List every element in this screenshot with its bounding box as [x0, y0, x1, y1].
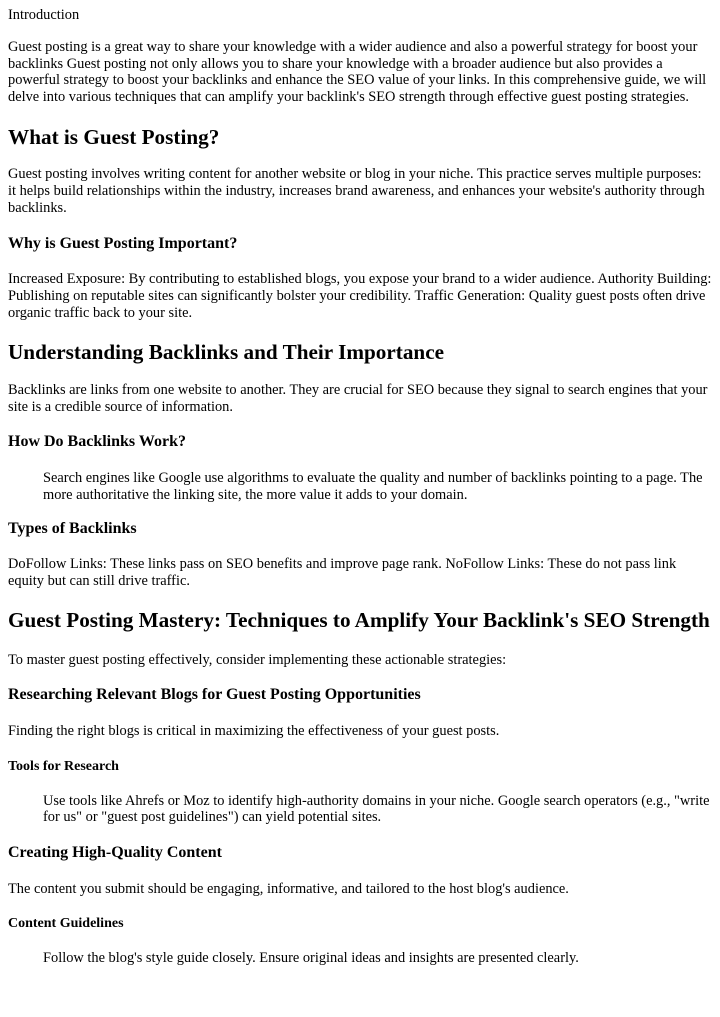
heading-content-guidelines: Content Guidelines — [8, 916, 124, 932]
heading-how-backlinks-work: How Do Backlinks Work? — [8, 433, 186, 451]
paragraph-why-important: Increased Exposure: By contributing to established blogs, you expose your brand to a wider audience. Authority Building: Publishing on reputable sites can significantly bolster your credibility. Traffic Generation: Quality guest posts often drive organic traffic back to your site. — [8, 271, 712, 321]
quote-text-tools-for-research: Use tools like Ahrefs or Moz to identify high-authority domains in your niche. Google search operators (e.g., "write for us" or "guest post guidelines") can yield potential sites. — [43, 792, 710, 826]
heading-types-of-backlinks: Types of Backlinks — [8, 520, 137, 538]
paragraph-researching-blogs: Finding the right blogs is critical in maximizing the effectiveness of your guest posts. — [8, 722, 500, 739]
heading-creating-content: Creating High-Quality Content — [8, 844, 222, 862]
blockquote-how-backlinks-work — [8, 470, 712, 504]
blockquote-tools-for-research — [8, 793, 712, 827]
heading-guest-posting-mastery: Guest Posting Mastery: Techniques to Amplify Your Backlink's SEO Strength — [8, 608, 710, 633]
paragraph-what-is-guest-posting: Guest posting involves writing content for another website or blog in your niche. This practice serves multiple purposes: it helps build relationships within the industry, increases brand awareness, and enhances your website's authority through backlinks. — [8, 166, 705, 216]
quote-text-content-guidelines: Follow the blog's style guide closely. Ensure original ideas and insights are presented clearly. — [43, 950, 579, 967]
heading-tools-for-research: Tools for Research — [8, 758, 119, 774]
intro-label: Introduction — [8, 7, 80, 23]
paragraph-guest-posting-mastery: To master guest posting effectively, consider implementing these actionable strategies: — [8, 651, 507, 668]
paragraph-types-of-backlinks: DoFollow Links: These links pass on SEO benefits and improve page rank. NoFollow Links: These do not pass link equity but can still drive traffic. — [8, 555, 677, 589]
paragraph-understanding-backlinks: Backlinks are links from one website to another. They are crucial for SEO because they signal to search engines that your site is a credible source of information. — [8, 381, 708, 415]
heading-researching-blogs: Researching Relevant Blogs for Guest Posting Opportunities — [8, 686, 421, 704]
blockquote-content-guidelines — [8, 950, 712, 967]
quote-text-how-backlinks-work: Search engines like Google use algorithms to evaluate the quality and number of backlinks pointing to a page. The more authoritative the linking site, the more value it adds to your domain. — [43, 469, 703, 503]
heading-what-is-guest-posting: What is Guest Posting? — [8, 124, 220, 149]
heading-understanding-backlinks: Understanding Backlinks and Their Importance — [8, 340, 445, 365]
heading-why-important: Why is Guest Posting Important? — [8, 234, 238, 252]
intro-paragraph: Guest posting is a great way to share your knowledge with a wider audience and also a powerful strategy for boost your backlinks Guest posting not only allows you to share your knowledge with a broader audience but also provides a powerful strategy to boost your backlinks and enhance the SEO value of your links. In this comprehensive guide, we will delve into various techniques that can amplify your backlink's SEO strength through effective guest posting strategies. — [8, 38, 707, 106]
paragraph-creating-content: The content you submit should be engaging, informative, and tailored to the host blog's audience. — [8, 880, 569, 897]
